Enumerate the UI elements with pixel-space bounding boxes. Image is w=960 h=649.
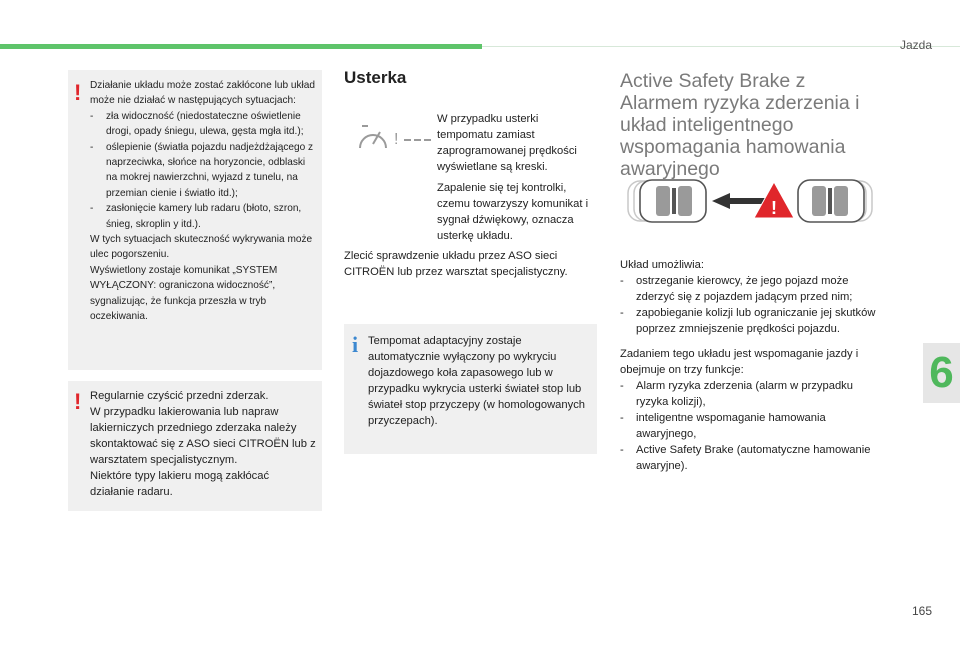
box2-text-2: W przypadku lakierowania lub napraw lakierniczych przedniego zderzaka należy skontaktować się z ASO sieci CITROËN lub z warsztatem specjalistycznym. bbox=[90, 406, 316, 466]
cruise-control-fault-icon bbox=[356, 122, 434, 154]
heading-active-safety-brake: Active Safety Brake z Alarmem ryzyka zderzenia i układ inteligentnego wspomagania hamowania awaryjnego bbox=[620, 70, 860, 180]
heading-usterka: Usterka bbox=[344, 68, 407, 87]
box1-list bbox=[90, 109, 318, 232]
box1-outro-2: Wyświetlony zostaje komunikat „SYSTEM WYŁĄCZONY: ograniczona widoczność”, sygnalizując, że funkcja przeszła w tryb oczekiwania. bbox=[90, 264, 278, 323]
warning-icon: ! bbox=[74, 80, 82, 105]
info-box-spare-wheel bbox=[344, 324, 597, 454]
list-item: - zasłonięcie kamery lub radaru (błoto, szron, śnieg, skroplin y itd.). bbox=[90, 201, 318, 232]
warning-box-visibility bbox=[68, 70, 322, 370]
info-box-text: Tempomat adaptacyjny zostaje automatycznie wyłączony po wykryciu dojazdowego koła zapasowego lub w przypadku wykrycia usterki świateł stop lub świateł stop przyczepy (w homologowanych przyczepach). bbox=[368, 335, 586, 427]
box1-intro: Działanie układu może zostać zakłócone lub układ może nie działać w następujących sytuacjach: bbox=[90, 80, 315, 107]
list-item: - Alarm ryzyka zderzenia (alarm w przypadku ryzyka kolizji), bbox=[620, 378, 880, 410]
page-number: 165 bbox=[911, 604, 932, 618]
collision-warning-illustration bbox=[626, 172, 876, 238]
info-icon: i bbox=[352, 332, 359, 357]
list-item: - ostrzeganie kierowcy, że jego pojazd może zderzyć się z pojazdem jadącym przed nim; bbox=[620, 273, 880, 305]
asb-list-2 bbox=[620, 378, 880, 474]
svg-text:!: ! bbox=[394, 131, 399, 148]
header-rule bbox=[482, 46, 960, 47]
header-accent-bar bbox=[0, 44, 482, 49]
chapter-tab: 6 bbox=[923, 343, 960, 403]
box2-text-3: Niektóre typy lakieru mogą zakłócać działanie radaru. bbox=[90, 470, 270, 498]
list-item: - zapobieganie kolizji lub ograniczanie jej skutków poprzez zmniejszenie prędkości pojazdu. bbox=[620, 305, 880, 337]
fault-text-1: W przypadku usterki tempomatu zamiast zaprogramowanej prędkości wyświetlane są kreski. bbox=[437, 113, 577, 173]
fault-text-2: Zapalenie się tej kontrolki, czemu towarzyszy komunikat i sygnał dźwiękowy, oznacza usterkę układu. bbox=[437, 182, 589, 242]
warning-box-bumper bbox=[68, 381, 322, 511]
list-item: - Active Safety Brake (automatyczne hamowanie awaryjne). bbox=[620, 442, 880, 474]
svg-text:!: ! bbox=[771, 198, 777, 218]
list-item: - oślepienie (światła pojazdu nadjeżdżającego z naprzeciwka, słońce na horyzoncie, odblaski na mokrej nawierzchni, wyjazd z tunelu, na przemian cienie i światło itd.); bbox=[90, 140, 318, 202]
warning-icon: ! bbox=[74, 389, 82, 414]
asb-intro: Układ umożliwia: bbox=[620, 259, 704, 271]
box2-text-1: Regularnie czyścić przedni zderzak. bbox=[90, 390, 269, 402]
fault-advice: Zlecić sprawdzenie układu przez ASO sieci CITROËN lub przez warsztat specjalistyczny. bbox=[344, 250, 568, 278]
section-title: Jazda bbox=[899, 38, 932, 52]
asb-para-2: Zadaniem tego układu jest wspomaganie jazdy i obejmuje on trzy funkcje: bbox=[620, 348, 859, 376]
asb-list-1 bbox=[620, 273, 880, 337]
list-item: - zła widoczność (niedostateczne oświetlenie drogi, opady śniegu, ulewa, gęsta mgła itd.); bbox=[90, 109, 318, 140]
list-item: - inteligentne wspomaganie hamowania awaryjnego, bbox=[620, 410, 880, 442]
box1-outro-1: W tych sytuacjach skuteczność wykrywania może ulec pogorszeniu. bbox=[90, 234, 313, 261]
